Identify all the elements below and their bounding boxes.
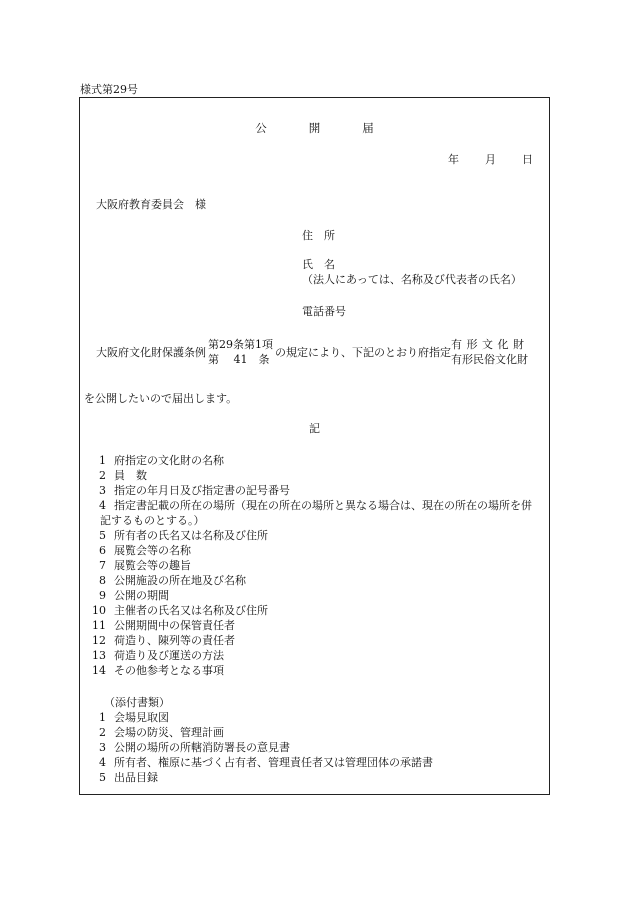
item-number: 7 bbox=[99, 559, 106, 572]
item-text: その他参考となる事項 bbox=[114, 664, 224, 677]
date-day: 日 bbox=[522, 153, 533, 166]
attachment-text: 所有者、権原に基づく占有者、管理責任者又は管理団体の承諾書 bbox=[114, 756, 433, 769]
list-item bbox=[86, 483, 546, 498]
law-type bbox=[451, 337, 529, 367]
list-item-continuation bbox=[86, 513, 546, 528]
list-item bbox=[86, 633, 546, 648]
item-text: 指定書記載の所在の場所（現在の所在の場所と異なる場合は、現在の所在の場所を併 bbox=[114, 499, 532, 512]
form-number: 様式第29号 bbox=[80, 83, 138, 96]
list-item bbox=[86, 740, 546, 755]
law-prefix: 大阪府文化財保護条例 bbox=[96, 346, 206, 359]
address-label: 住 所 bbox=[302, 229, 335, 242]
law-middle: の規定により、下記のとおり府指定 bbox=[275, 346, 451, 359]
attachment-text: 会場の防災、管理計画 bbox=[114, 726, 224, 739]
item-text: 公開の期間 bbox=[114, 589, 169, 602]
attachments-heading: （添付書類） bbox=[104, 696, 170, 709]
item-text: 公開期間中の保管責任者 bbox=[114, 619, 235, 632]
list-item bbox=[86, 663, 546, 678]
attachment-number: 1 bbox=[99, 711, 106, 724]
item-number: 3 bbox=[99, 484, 106, 497]
law-article bbox=[208, 337, 273, 367]
attachment-number: 5 bbox=[99, 771, 106, 784]
item-text: 荷造り、陳列等の責任者 bbox=[114, 634, 235, 647]
law-article-bottom: 第 41 条 bbox=[208, 353, 270, 366]
item-text: 主催者の氏名又は名称及び住所 bbox=[114, 604, 268, 617]
addressee: 大阪府教育委員会 様 bbox=[96, 198, 206, 211]
item-number: 10 bbox=[92, 604, 106, 617]
item-number: 9 bbox=[99, 589, 106, 602]
phone-label: 電話番号 bbox=[302, 305, 346, 318]
list-item bbox=[86, 603, 546, 618]
list-item bbox=[86, 648, 546, 663]
law-type-bottom: 有形民俗文化財 bbox=[451, 353, 528, 366]
list-item bbox=[86, 573, 546, 588]
law-article-top: 第29条第1項 bbox=[208, 338, 273, 351]
item-number: 2 bbox=[99, 469, 106, 482]
list-item bbox=[86, 618, 546, 633]
item-number: 4 bbox=[99, 499, 106, 512]
list-item bbox=[86, 543, 546, 558]
item-text: 指定の年月日及び指定書の記号番号 bbox=[114, 484, 290, 497]
list-item bbox=[86, 710, 546, 725]
item-number: 12 bbox=[92, 634, 106, 647]
attachments-list bbox=[86, 695, 546, 785]
item-number: 1 bbox=[99, 454, 106, 467]
name-label: 氏 名 bbox=[302, 258, 335, 271]
list-item bbox=[86, 755, 546, 770]
list-item bbox=[86, 770, 546, 785]
list-item bbox=[86, 725, 546, 740]
title-char-1: 公 bbox=[255, 121, 267, 135]
list-item bbox=[86, 558, 546, 573]
ki-heading: 記 bbox=[309, 422, 320, 435]
list-item bbox=[86, 588, 546, 603]
name-note: （法人にあっては、名称及び代表者の氏名） bbox=[302, 273, 522, 286]
item-list bbox=[86, 453, 546, 678]
item-number: 5 bbox=[99, 529, 106, 542]
date-line bbox=[448, 151, 533, 167]
attachment-number: 3 bbox=[99, 741, 106, 754]
list-item bbox=[86, 453, 546, 468]
attachment-text: 公開の場所の所轄消防署長の意見書 bbox=[114, 741, 290, 754]
attachment-text: 会場見取図 bbox=[114, 711, 169, 724]
date-year: 年 bbox=[448, 153, 459, 166]
item-text: 員 数 bbox=[114, 469, 147, 482]
attachment-text: 出品目録 bbox=[114, 771, 158, 784]
item-number: 11 bbox=[92, 619, 106, 632]
attachment-number: 4 bbox=[99, 756, 106, 769]
item-text-continuation: 記するものとする。） bbox=[100, 514, 205, 527]
item-text: 荷造り及び運送の方法 bbox=[114, 649, 224, 662]
title-char-2: 開 bbox=[308, 121, 321, 135]
attachment-number: 2 bbox=[99, 726, 106, 739]
law-sentence bbox=[96, 337, 529, 367]
closing-sentence: を公開したいので届出します。 bbox=[84, 392, 238, 405]
list-item bbox=[86, 468, 546, 483]
form-title bbox=[80, 120, 549, 136]
item-text: 展覧会等の名称 bbox=[114, 544, 191, 557]
date-month: 月 bbox=[485, 153, 496, 166]
form-frame bbox=[79, 97, 550, 795]
item-text: 公開施設の所在地及び名称 bbox=[114, 574, 246, 587]
item-number: 8 bbox=[99, 574, 106, 587]
list-item bbox=[86, 498, 546, 513]
item-number: 14 bbox=[92, 664, 106, 677]
item-text: 府指定の文化財の名称 bbox=[114, 454, 224, 467]
item-text: 所有者の氏名又は名称及び住所 bbox=[114, 529, 268, 542]
law-type-top: 有形文化財 bbox=[451, 338, 529, 351]
list-item bbox=[86, 528, 546, 543]
title-char-3: 届 bbox=[362, 121, 374, 135]
item-number: 13 bbox=[92, 649, 106, 662]
item-number: 6 bbox=[99, 544, 106, 557]
item-text: 展覧会等の趣旨 bbox=[114, 559, 191, 572]
